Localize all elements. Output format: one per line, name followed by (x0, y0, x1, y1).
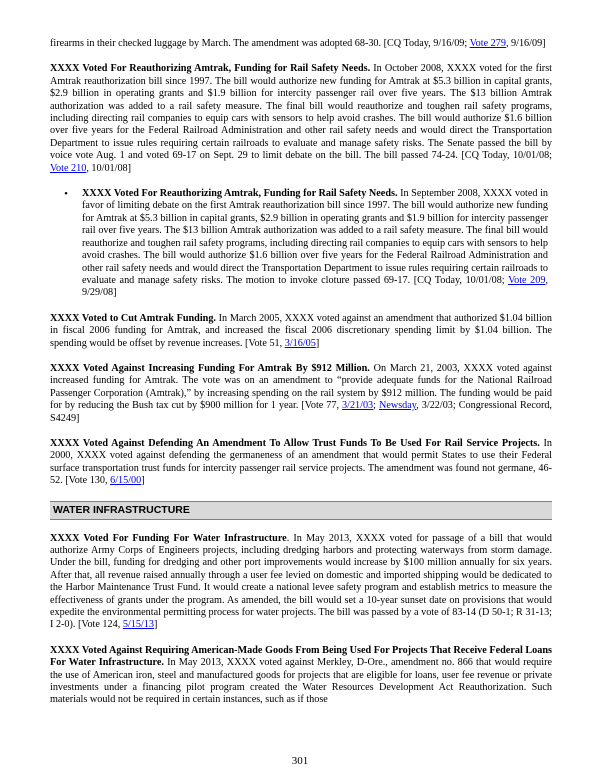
paragraph-heading: XXXX Voted For Reauthorizing Amtrak, Funding for Rail Safety Needs. (50, 63, 371, 75)
paragraph-tail: ] (153, 619, 158, 631)
section-header-water-infrastructure: WATER INFRASTRUCTURE (50, 501, 552, 520)
vote-279-link[interactable]: Vote 279 (469, 38, 506, 49)
vote-51-link[interactable]: 3/16/05 (284, 337, 316, 349)
paragraph-heading: XXXX Voted to Cut Amtrak Funding. (50, 312, 216, 324)
paragraph-text: In May 2013, XXXX voted against Merkley, D-Ore., amendment no. 866 that would require the use of American iron, steel and manufactured goods for projects that are eligible for loans, user fee revenue or private investments under a financing pilot program created the Water Resources Development Act Reauthorization. Such materials would not be required in certain instances, such as if those (50, 657, 552, 706)
paragraph-text: In September 2008, XXXX voted in favor of limiting debate on the first Amtrak reauthorization bill since 1997. The bill would authorize new funding for Amtrak at $5.3 billion in capital grants, $2.9 billion in operating grants and $1.9 billion for intercity passenger rail over five years. The $13 billion Amtrak authorization was added to a rail safety measure. The final bill would reauthorize and toughen rail safety programs, including directing rail companies to equip cars with sensors to help avoid crashes. The bill would authorize $1.6 billion over five years for the Federal Railroad Administration and other rail safety needs and would direct the Transportation Department to issue rules requiring certain railroads to evaluate and manage safety risks. The motion to invoke cloture passed 69-17. [CQ Today, 10/01/08; (82, 188, 548, 286)
vote-124-link[interactable]: 5/15/13 (122, 619, 154, 631)
paragraph-tail: , 9/16/09] (505, 38, 546, 49)
paragraph-heading: XXXX Voted For Funding For Water Infrastructure (50, 532, 287, 544)
paragraph-amtrak-cloture (82, 188, 552, 300)
paragraph-text: . In May 2013, XXXX voted for passage of a bill that would authorize Army Corps of Engineers projects, including dredging harbors and protecting waterways from storm damage. Under the bill, funding for dredging and other port improvements would increase by $100 million annually for six years. After that, all revenue raised annually through a user fee levied on domestic and imported shipping would be dedicated to the Harbor Maintenance Trust Fund. It would create a national levee safety program and establish metrics to measure the effectiveness of grants under the program. As amended, the bill would set a 10-year sunset date on provisions that would expedite the environmental permitting process for water projects. The bill was passed by a vote of 83-14 (D 50-1; R 31-13; I 2-0). [Vote 124, (50, 532, 552, 631)
paragraph-heading: XXXX Voted For Reauthorizing Amtrak, Funding for Rail Safety Needs. (82, 188, 398, 200)
newsday-link[interactable]: Newsday (378, 400, 417, 412)
paragraph-text: In 2000, XXXX voted against defending the germaneness of an amendment that would permit States to use their Federal surface transportation trust funds for intercity passenger rail service projects. The amendment was found not germane, 46-52. [Vote 130, (50, 437, 552, 487)
vote-209-link[interactable]: Vote 209 (508, 274, 546, 286)
paragraph-tail: , 3/22/03; Congressional Record, S4249] (50, 400, 552, 424)
paragraph-text: On March 21, 2003, XXXX voted against increased funding for Amtrak. The vote was on an amendment to “provide adequate funds for the National Railroad Passenger Corporation (Amtrak),” by increasing spending on the rail system by $912 million. The funding would be paid for by reducing the Bush tax cut by $900 million for 1 year. [Vote 77, (50, 362, 552, 412)
bullet-item (50, 188, 552, 300)
paragraph-tail: ] (315, 337, 320, 349)
paragraph-heading: XXXX Voted Against Requiring American-Made Goods From Being Used For Projects That Receive Federal Loans For Water Infrastructure. (50, 644, 552, 669)
paragraph-tail: , 9/29/08] (82, 274, 548, 299)
page-number: 301 (291, 755, 309, 767)
paragraph-amtrak-cut (50, 313, 552, 350)
paragraph-text: firearms in their checked luggage by March. The amendment was adopted 68-30. [CQ Today, 9/16/09; (50, 38, 470, 49)
vote-210-link[interactable]: Vote 210 (50, 162, 87, 174)
paragraph-tail: , 10/01/08] (86, 162, 132, 174)
paragraph-text: In March 2005, XXXX voted against an amendment that authorized $1.04 billion in fiscal 2006 funding for Amtrak, and increased the fiscal 2006 discretionary spending limit by $1.04 billion. The spending would be offset by revenue increases. [Vote 51, (50, 312, 552, 349)
paragraph-heading: XXXX Voted Against Defending An Amendment To Allow Trust Funds To Be Used For Rail Service Projects. (50, 437, 540, 449)
paragraph-separator: ; (373, 400, 379, 412)
paragraph-tail: ] (141, 475, 145, 487)
document-page (50, 38, 552, 707)
paragraph-amtrak-2008 (50, 63, 552, 175)
paragraph-amtrak-912 (50, 363, 552, 425)
paragraph-text: In October 2008, XXXX voted for the first Amtrak reauthorization bill since 1997. The bill would authorize new funding for Amtrak at $5.3 billion in capital grants, $2.9 billion in operating grants and $1.9 billion for intercity passenger rail over five years. The $13 billion Amtrak authorization was added to a rail safety measure. The final bill would reauthorize and toughen rail safety programs, including directing rail companies to equip cars with sensors to help avoid crashes. The bill would authorize $1.6 billion over five years for the Federal Railroad Administration and other rail safety needs and would direct the Transportation Department to issue rules requiring certain railroads to evaluate and manage safety risks. The Senate passed the bill by voice vote Aug. 1 and voted 69-17 on Sept. 29 to limit debate on the bill. The bill passed 74-24. [CQ Today, 10/01/08; (50, 63, 552, 162)
paragraph-continuation (50, 38, 552, 50)
paragraph-american-goods (50, 645, 552, 707)
paragraph-trust-funds (50, 438, 552, 488)
paragraph-heading: XXXX Voted Against Increasing Funding For Amtrak By $912 Million. (50, 362, 370, 374)
vote-77-link[interactable]: 3/21/03 (342, 400, 374, 412)
paragraph-water-2013 (50, 533, 552, 632)
bullet-icon: • (64, 188, 68, 201)
vote-130-link[interactable]: 6/15/00 (110, 475, 142, 487)
